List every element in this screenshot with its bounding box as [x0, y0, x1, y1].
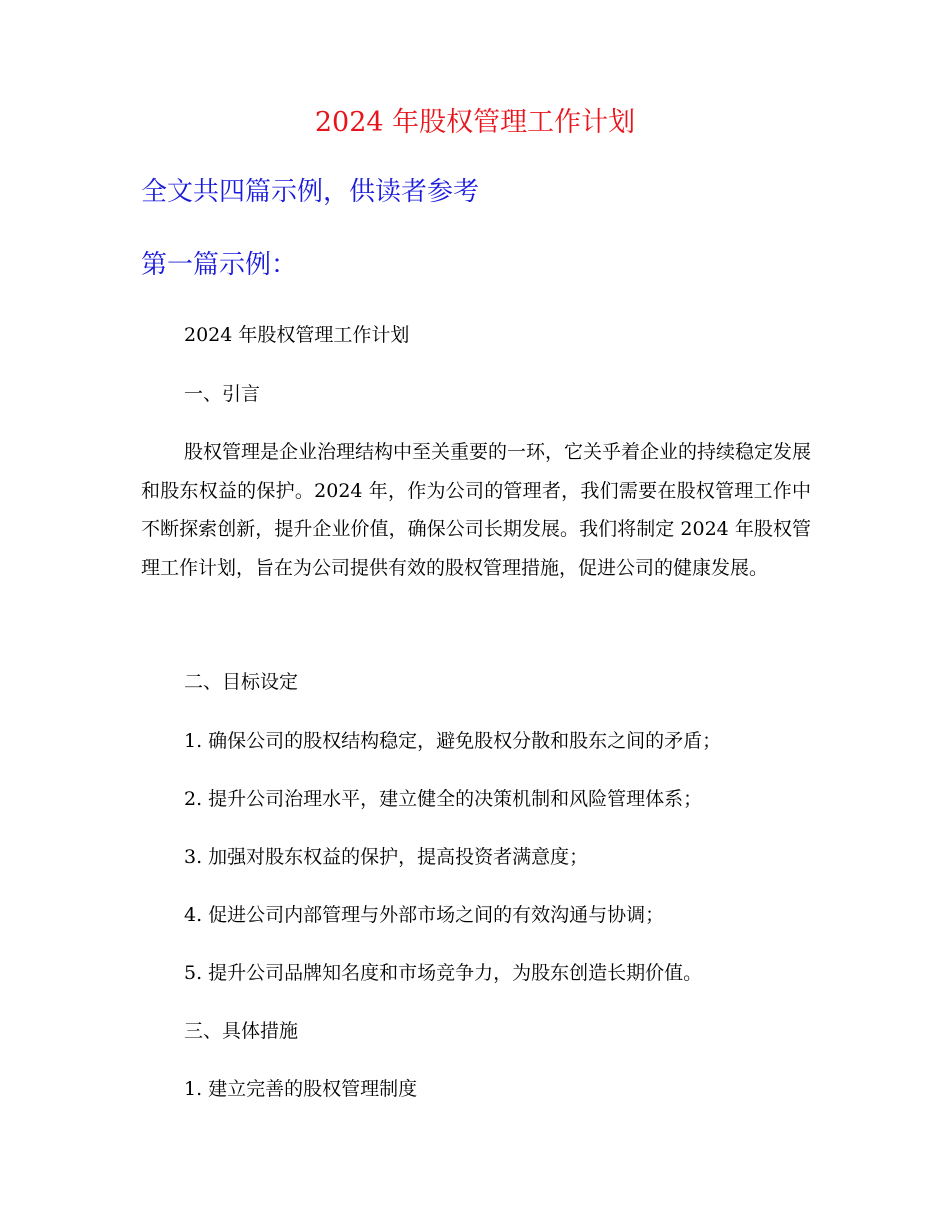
section-heading-measures: 三、具体措施: [184, 1020, 299, 1042]
goal-item: 2. 提升公司治理水平，建立健全的决策机制和风险管理体系；: [184, 788, 703, 810]
intro-heading: 全文共四篇示例，供读者参考: [141, 177, 480, 207]
goal-item: 1. 确保公司的股权结构稳定，避免股权分散和股东之间的矛盾；: [184, 730, 722, 752]
sub-title: 2024 年股权管理工作计划: [184, 324, 410, 346]
document-title: 2024 年股权管理工作计划: [314, 107, 636, 138]
measure-item: 1. 建立完善的股权管理制度: [184, 1078, 418, 1100]
example-heading: 第一篇示例：: [141, 250, 298, 280]
goal-item: 5. 提升公司品牌知名度和市场竞争力，为股东创造长期价值。: [184, 962, 703, 984]
section-heading-goals: 二、目标设定: [184, 671, 299, 693]
goal-item: 4. 促进公司内部管理与外部市场之间的有效沟通与协调；: [184, 904, 665, 926]
intro-paragraph: 股权管理是企业治理结构中至关重要的一环，它关乎着企业的持续稳定发展和股东权益的保护。2024 年，作为公司的管理者，我们需要在股权管理工作中不断探索创新，提升企业价值，确保公司长期发展。我们将制定 2024 年股权管理工作计划，旨在为公司提供有效的股权管理措施，促进公司的健康发展。: [141, 441, 812, 579]
goal-item: 3. 加强对股东权益的保护，提高投资者满意度；: [184, 846, 589, 868]
section-heading-intro: 一、引言: [184, 383, 261, 405]
